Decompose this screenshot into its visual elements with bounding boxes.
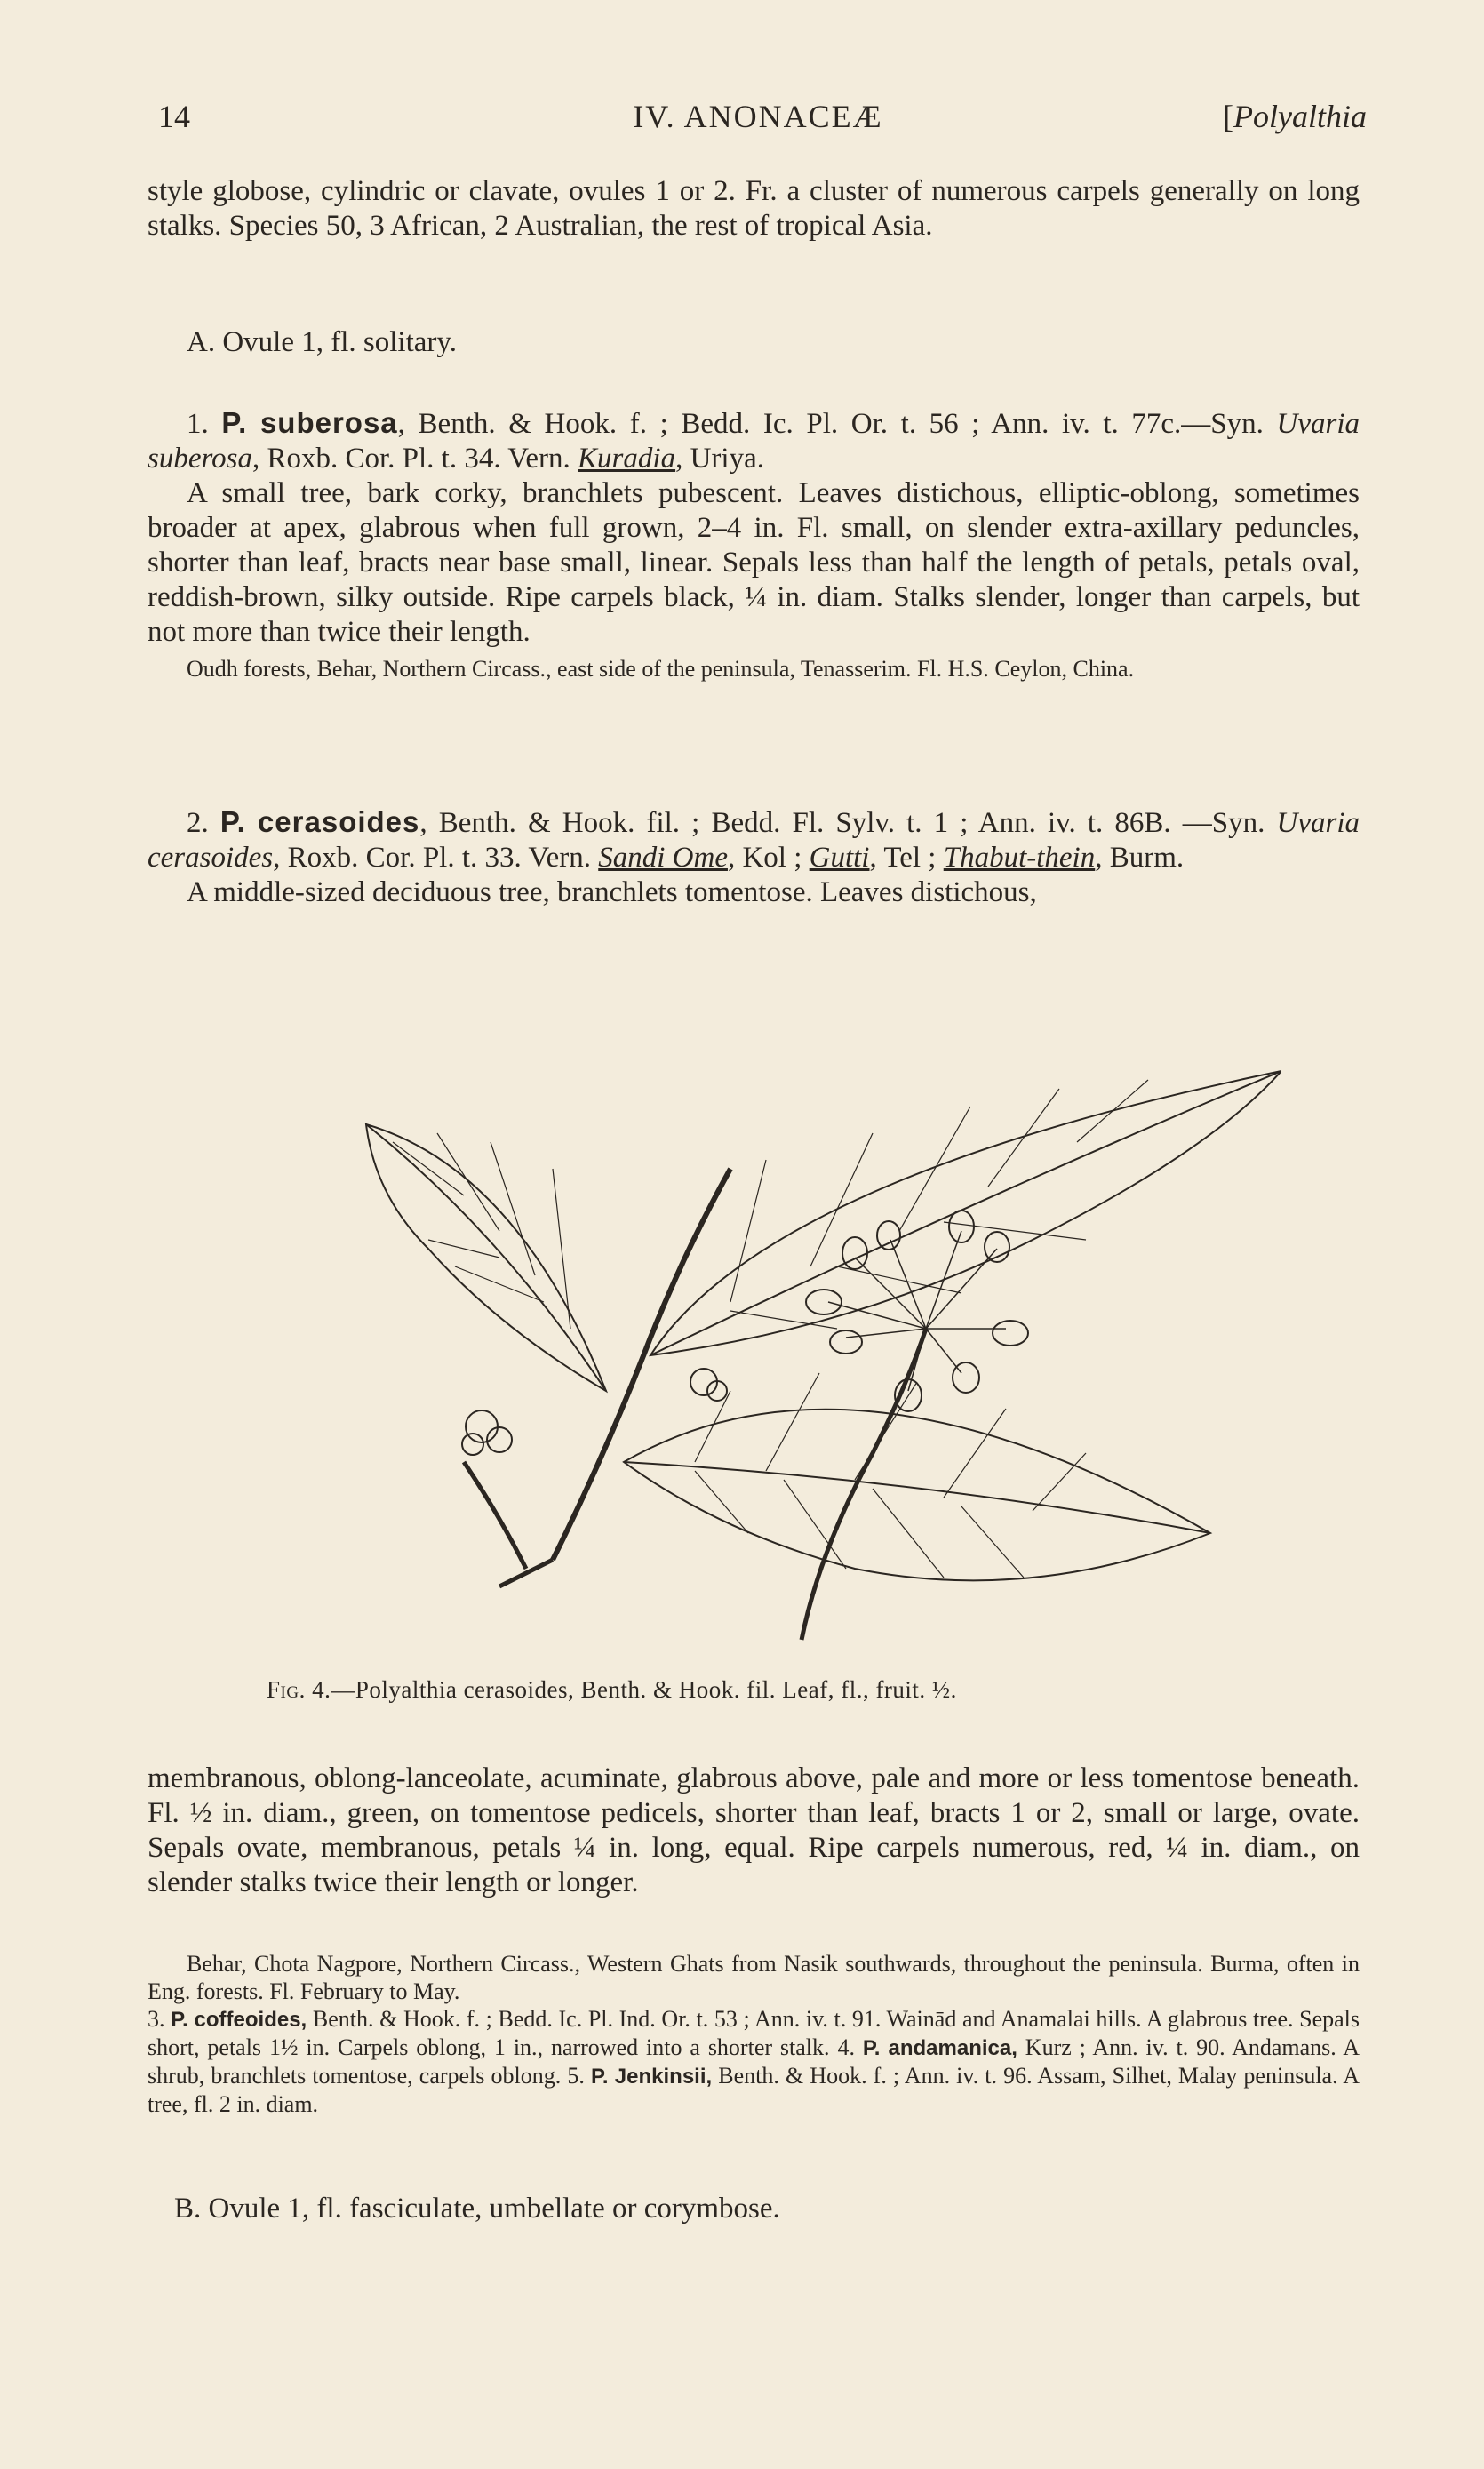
species-3-text: Benth. & Hook. f. ; Bedd. Ic. Pl. Ind. Or. t. 53 ; Ann. iv. t. 91. Wainād and Anamalai hills. A glabrous tree. Sepals short, petals 1½ in. Carpels oblong, 1 in., narrowed into a shorter stalk. (148, 2006, 1360, 2060)
figure-caption-text: —Polyalthia cerasoides, Benth. & Hook. fil. Leaf, fl., fruit. ½. (331, 1676, 957, 1703)
figure-caption (267, 1676, 957, 1704)
page-number: 14 (158, 99, 190, 134)
species-2-entry (148, 804, 1360, 910)
species-2-vernacular-2: Gutti (809, 842, 870, 874)
left-leaf-midrib (366, 1124, 606, 1391)
species-1-citation-text: , Benth. & Hook. f. ; Bedd. Ic. Pl. Or. t. 56 ; Ann. iv. t. 77c.—Syn. (397, 408, 1264, 440)
species-4-name: P. andamanica, (862, 2036, 1017, 2060)
section-a-label: A. Ovule 1, fl. solitary. (187, 326, 457, 358)
species-2-syn-rest: , Roxb. Cor. Pl. t. 33. Vern. (273, 842, 591, 874)
flower-middle (690, 1369, 727, 1401)
species-1-description: A small tree, bark corky, branchlets pubescent. Leaves distichous, elliptic-oblong, sometimes broader at apex, glabrous when full grown, 2–4 in. Fl. small, on slender extra-axillary peduncles, shorter than leaf, bracts near base small, linear. Sepals less than half the length of petals, petals oval, reddish-brown, silky outside. Ripe carpels black, ¼ in. diam. Stalks slender, longer than carpels, but not more than twice their length. (148, 477, 1360, 648)
species-1-entry (148, 405, 1360, 683)
species-1-number: 1. (187, 408, 209, 440)
species-4-text: Kurz ; Ann. iv. t. 90. Andamans. A shrub, branchlets tomentose, carpels oblong. (148, 2034, 1360, 2089)
species-2-genus: P. (219, 805, 246, 838)
fruit-carpels (806, 1211, 1028, 1411)
lower-leaf-midrib (624, 1462, 1210, 1533)
species-5-text: Benth. & Hook. f. ; Ann. iv. t. 96. Assam, Silhet, Malay peninsula. A tree, fl. 2 in. diam. (148, 2063, 1360, 2117)
species-3-number: 3. (148, 2006, 165, 2032)
species-2-vern-3-rest: , Burm. (1095, 842, 1185, 874)
intro-paragraph (148, 174, 1360, 244)
running-genus (1223, 98, 1367, 135)
fruit-branch (802, 1329, 926, 1640)
section-a-heading (187, 325, 1399, 360)
genus-name: Polyalthia (1233, 99, 1367, 134)
species-1-genus: P. (221, 406, 248, 439)
species-1-distribution: Oudh forests, Behar, Northern Circass., east side of the peninsula, Tenasserim. Fl. H.S. Ceylon, China. (187, 656, 1135, 682)
page-header (149, 98, 1367, 142)
continuation-text: membranous, oblong-lanceolate, acuminate, glabrous above, pale and more or less tomentose beneath. Fl. ½ in. diam., green, on tomentose pedicels, shorter than leaf, bracts 1 or 2, small or large, ovate. Sepals ovate, membranous, petals ¼ in. long, equal. Ripe carpels numerous, red, ¼ in. diam., on slender stalks twice their length or longer. (148, 1762, 1360, 1898)
species-4-number: 4. (837, 2034, 855, 2060)
species-3-name: P. coffeoides, (171, 2008, 307, 2032)
species-1-citation (148, 405, 1360, 476)
species-2-synonym: Uvaria cerasoides (148, 807, 1360, 874)
genus-bracket: [ (1223, 99, 1234, 134)
species-2-vern-2-rest: , Tel ; (869, 842, 937, 874)
species-2-vern-1-rest: , Kol ; (727, 842, 802, 874)
species-3-note (148, 2005, 1360, 2118)
species-1-name: suberosa (259, 406, 398, 439)
flower-left (462, 1410, 512, 1455)
lower-leaf-veins (695, 1373, 1086, 1578)
species-2-distribution: Behar, Chota Nagpore, Northern Circass., Western Ghats from Nasik southwards, throughout the peninsula. Burma, often in Eng. forests. Fl. February to May. (148, 1951, 1360, 2004)
intro-text: style globose, cylindric or clavate, ovules 1 or 2. Fr. a cluster of numerous carpels generally on long stalks. Species 50, 3 African, 2 Australian, the rest of tropical Asia. (148, 175, 1360, 242)
species-2-continuation (148, 1762, 1360, 1900)
species-2-number: 2. (187, 807, 209, 839)
species-2-citation-text: , Benth. & Hook. fil. ; Bedd. Fl. Sylv. t. 1 ; Ann. iv. t. 86B. —Syn. (419, 807, 1265, 839)
species-2-vernacular-1: Sandi Ome (598, 842, 728, 874)
small-print-notes (148, 1950, 1360, 2118)
species-2-citation (148, 804, 1360, 875)
species-2-name: cerasoides (257, 805, 420, 838)
botanical-illustration (233, 1035, 1281, 1658)
species-2-description-start: A middle-sized deciduous tree, branchlets tomentose. Leaves distichous, (187, 876, 1037, 908)
running-title: IV. ANONACEÆ (633, 99, 883, 134)
species-5-number: 5. (567, 2063, 585, 2089)
species-1-vernacular: Kuradia (578, 443, 676, 475)
species-1-vern-rest: , Uriya. (675, 443, 764, 475)
section-b-heading (174, 2192, 1386, 2226)
species-1-syn-rest: , Roxb. Cor. Pl. t. 34. Vern. (251, 443, 570, 475)
left-leaf (366, 1124, 606, 1391)
lower-stem (464, 1462, 553, 1586)
species-5-name: P. Jenkinsii, (590, 2065, 713, 2089)
species-2-vernacular-3: Thabut-thein (943, 842, 1096, 874)
section-b-label: B. Ovule 1, fl. fasciculate, umbellate or corymbose. (174, 2193, 780, 2225)
main-stem (553, 1169, 730, 1560)
figure-label: Fig. 4. (267, 1676, 331, 1703)
lower-leaf (624, 1410, 1210, 1581)
species-1-synonym: Uvaria suberosa (148, 408, 1360, 475)
